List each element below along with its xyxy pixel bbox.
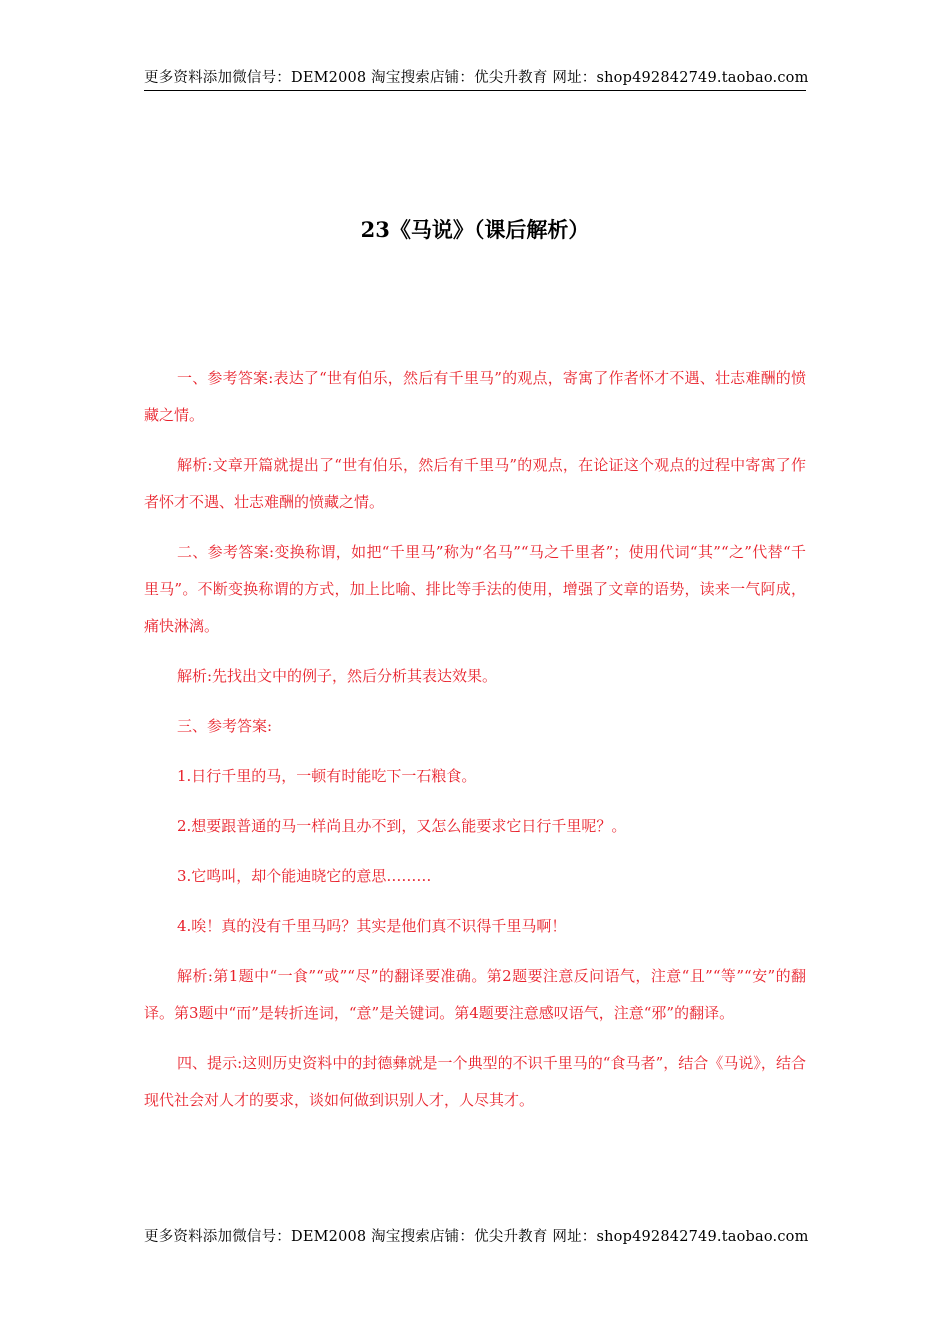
answer-1: 一、参考答案:表达了“世有伯乐，然后有千里马”的观点，寄寓了作者怀才不遇、壮志难酬的愤藏之情。 (144, 369, 806, 424)
page-footer: 更多资料添加微信号：DEM2008 淘宝搜索店铺：优尖升教育 网址：shop492842749.taobao.com (144, 1229, 809, 1245)
analysis-3: 解析:第1题中“一食”“或”“尽”的翻译要准确。第2题要注意反问语气，注意“且”“等”“安”的翻译。第3题中“而”是转折连词，“意”是关键词。第4题要注意感叹语气，注意“邪”的翻译。 (144, 967, 806, 1022)
analysis-1: 解析:文章开篇就提出了“世有伯乐，然后有千里马”的观点，在论证这个观点的过程中寄寓了作者怀才不遇、壮志难酬的愤藏之情。 (144, 456, 806, 511)
answer-3-item-4: 4.唉！真的没有千里马吗？其实是他们真不识得千里马啊！ (177, 917, 567, 935)
answer-3-item-2: 2.想要跟普通的马一样尚且办不到，又怎么能要求它日行千里呢？。 (177, 817, 627, 835)
page-header: 更多资料添加微信号：DEM2008 淘宝搜索店铺：优尖升教育 网址：shop492842749.taobao.com (144, 68, 806, 91)
hint-4: 四、提示:这则历史资料中的封德彝就是一个典型的不识千里马的“食马者”，结合《马说》，结合现代社会对人才的要求，谈如何做到识别人才，人尽其才。 (144, 1054, 806, 1109)
analysis-2: 解析:先找出文中的例子，然后分析其表达效果。 (177, 667, 498, 685)
page-title: 23《马说》（课后解析） (360, 217, 590, 242)
answer-content (144, 360, 806, 1132)
answer-3-item-1: 1.日行千里的马，一顿有时能吃下一石粮食。 (177, 767, 477, 785)
answer-2: 二、参考答案:变换称谓，如把“千里马”称为“名马”“马之千里者”；使用代词“其”“之”代替“千里马”。不断变换称谓的方式，加上比喻、排比等手法的使用，增强了文章的语势，读来一气阿成，痛快淋漓。 (144, 543, 806, 635)
answer-3-item-3: 3.它鸣叫，却个能迪晓它的意思……… (177, 867, 432, 885)
answer-3-heading: 三、参考答案: (177, 717, 273, 735)
